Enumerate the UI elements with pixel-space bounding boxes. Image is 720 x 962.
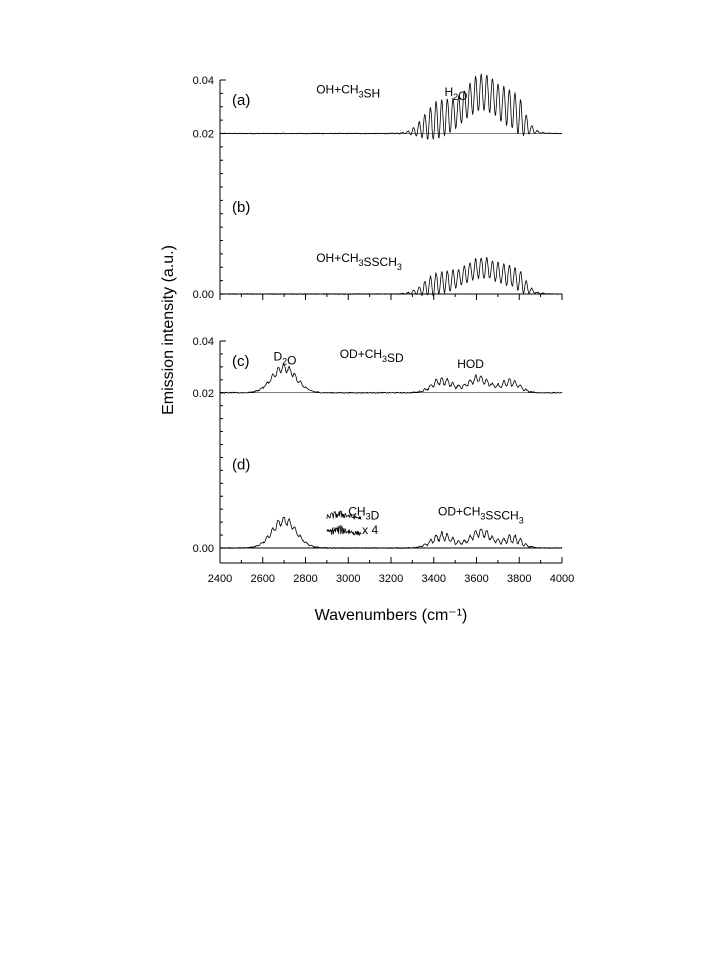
annotation-label	[340, 347, 404, 365]
panel-label: (a)	[232, 92, 251, 109]
label-part: SSCH	[485, 508, 519, 523]
panel-label: (d)	[232, 456, 251, 474]
annotation-label	[348, 505, 379, 523]
axes-layer	[220, 80, 562, 563]
label-part: D	[370, 508, 380, 523]
label-part: 3	[382, 353, 388, 364]
spectrum-trace	[327, 525, 361, 535]
label-part: 3	[358, 257, 364, 268]
label-part: O	[287, 353, 297, 368]
annotation-label	[457, 357, 484, 371]
label-part: OH+CH	[316, 82, 359, 97]
label-part: CH	[348, 504, 366, 519]
label-part: SD	[387, 350, 404, 365]
label-part: 2	[282, 356, 288, 367]
label-part: HOD	[457, 357, 484, 372]
label-part: OD+CH	[438, 504, 481, 519]
label-part: O	[458, 89, 468, 104]
label-part: 3	[518, 515, 524, 526]
label-part: D	[273, 349, 283, 364]
annotation-label	[362, 523, 378, 537]
y-tick-label: 0.00	[192, 543, 214, 555]
spectrum-trace	[220, 74, 562, 139]
spectrum-trace	[220, 364, 562, 393]
panel-label: (c)	[232, 353, 250, 370]
x-tick-label: 2400	[207, 573, 233, 585]
x-tick-label: 2800	[293, 573, 318, 585]
label-part: x 4	[362, 522, 379, 537]
y-axis-title: Emission intensity (a.u.)	[160, 245, 177, 415]
label-part: OD+CH	[339, 346, 383, 361]
x-tick-label: 4000	[549, 573, 575, 585]
x-tick-label: 2600	[250, 573, 275, 585]
x-tick-label: 3200	[378, 573, 404, 585]
annotation-label	[438, 505, 524, 526]
label-part: 3	[358, 89, 364, 100]
y-tick-label: 0.02	[192, 387, 214, 400]
annotation-label	[316, 251, 402, 272]
x-tick-label: 3600	[464, 573, 489, 585]
label-part: 3	[480, 511, 486, 522]
annotation-label	[273, 349, 296, 367]
y-tick-label: 0.02	[192, 128, 214, 141]
label-part: OH+CH	[316, 250, 359, 265]
x-tick-label: 3400	[421, 573, 446, 585]
series-layer	[220, 74, 562, 549]
x-axis-title: Wavenumbers (cm⁻¹)	[314, 607, 468, 624]
label-part: 2	[453, 92, 459, 103]
label-part: SSCH	[363, 254, 397, 269]
x-tick-label: 3000	[336, 573, 361, 585]
panel-label: (b)	[232, 199, 251, 216]
x-tick-label: 3800	[507, 573, 532, 585]
y-tick-label: 0.04	[192, 336, 214, 348]
label-part: H	[444, 85, 454, 100]
label-part: 3	[365, 511, 371, 522]
y-tick-label: 0.00	[192, 289, 214, 301]
label-part: 3	[396, 261, 402, 272]
y-tick-label: 0.04	[192, 75, 214, 87]
annotation-label	[316, 82, 380, 100]
label-part: SH	[363, 86, 381, 101]
